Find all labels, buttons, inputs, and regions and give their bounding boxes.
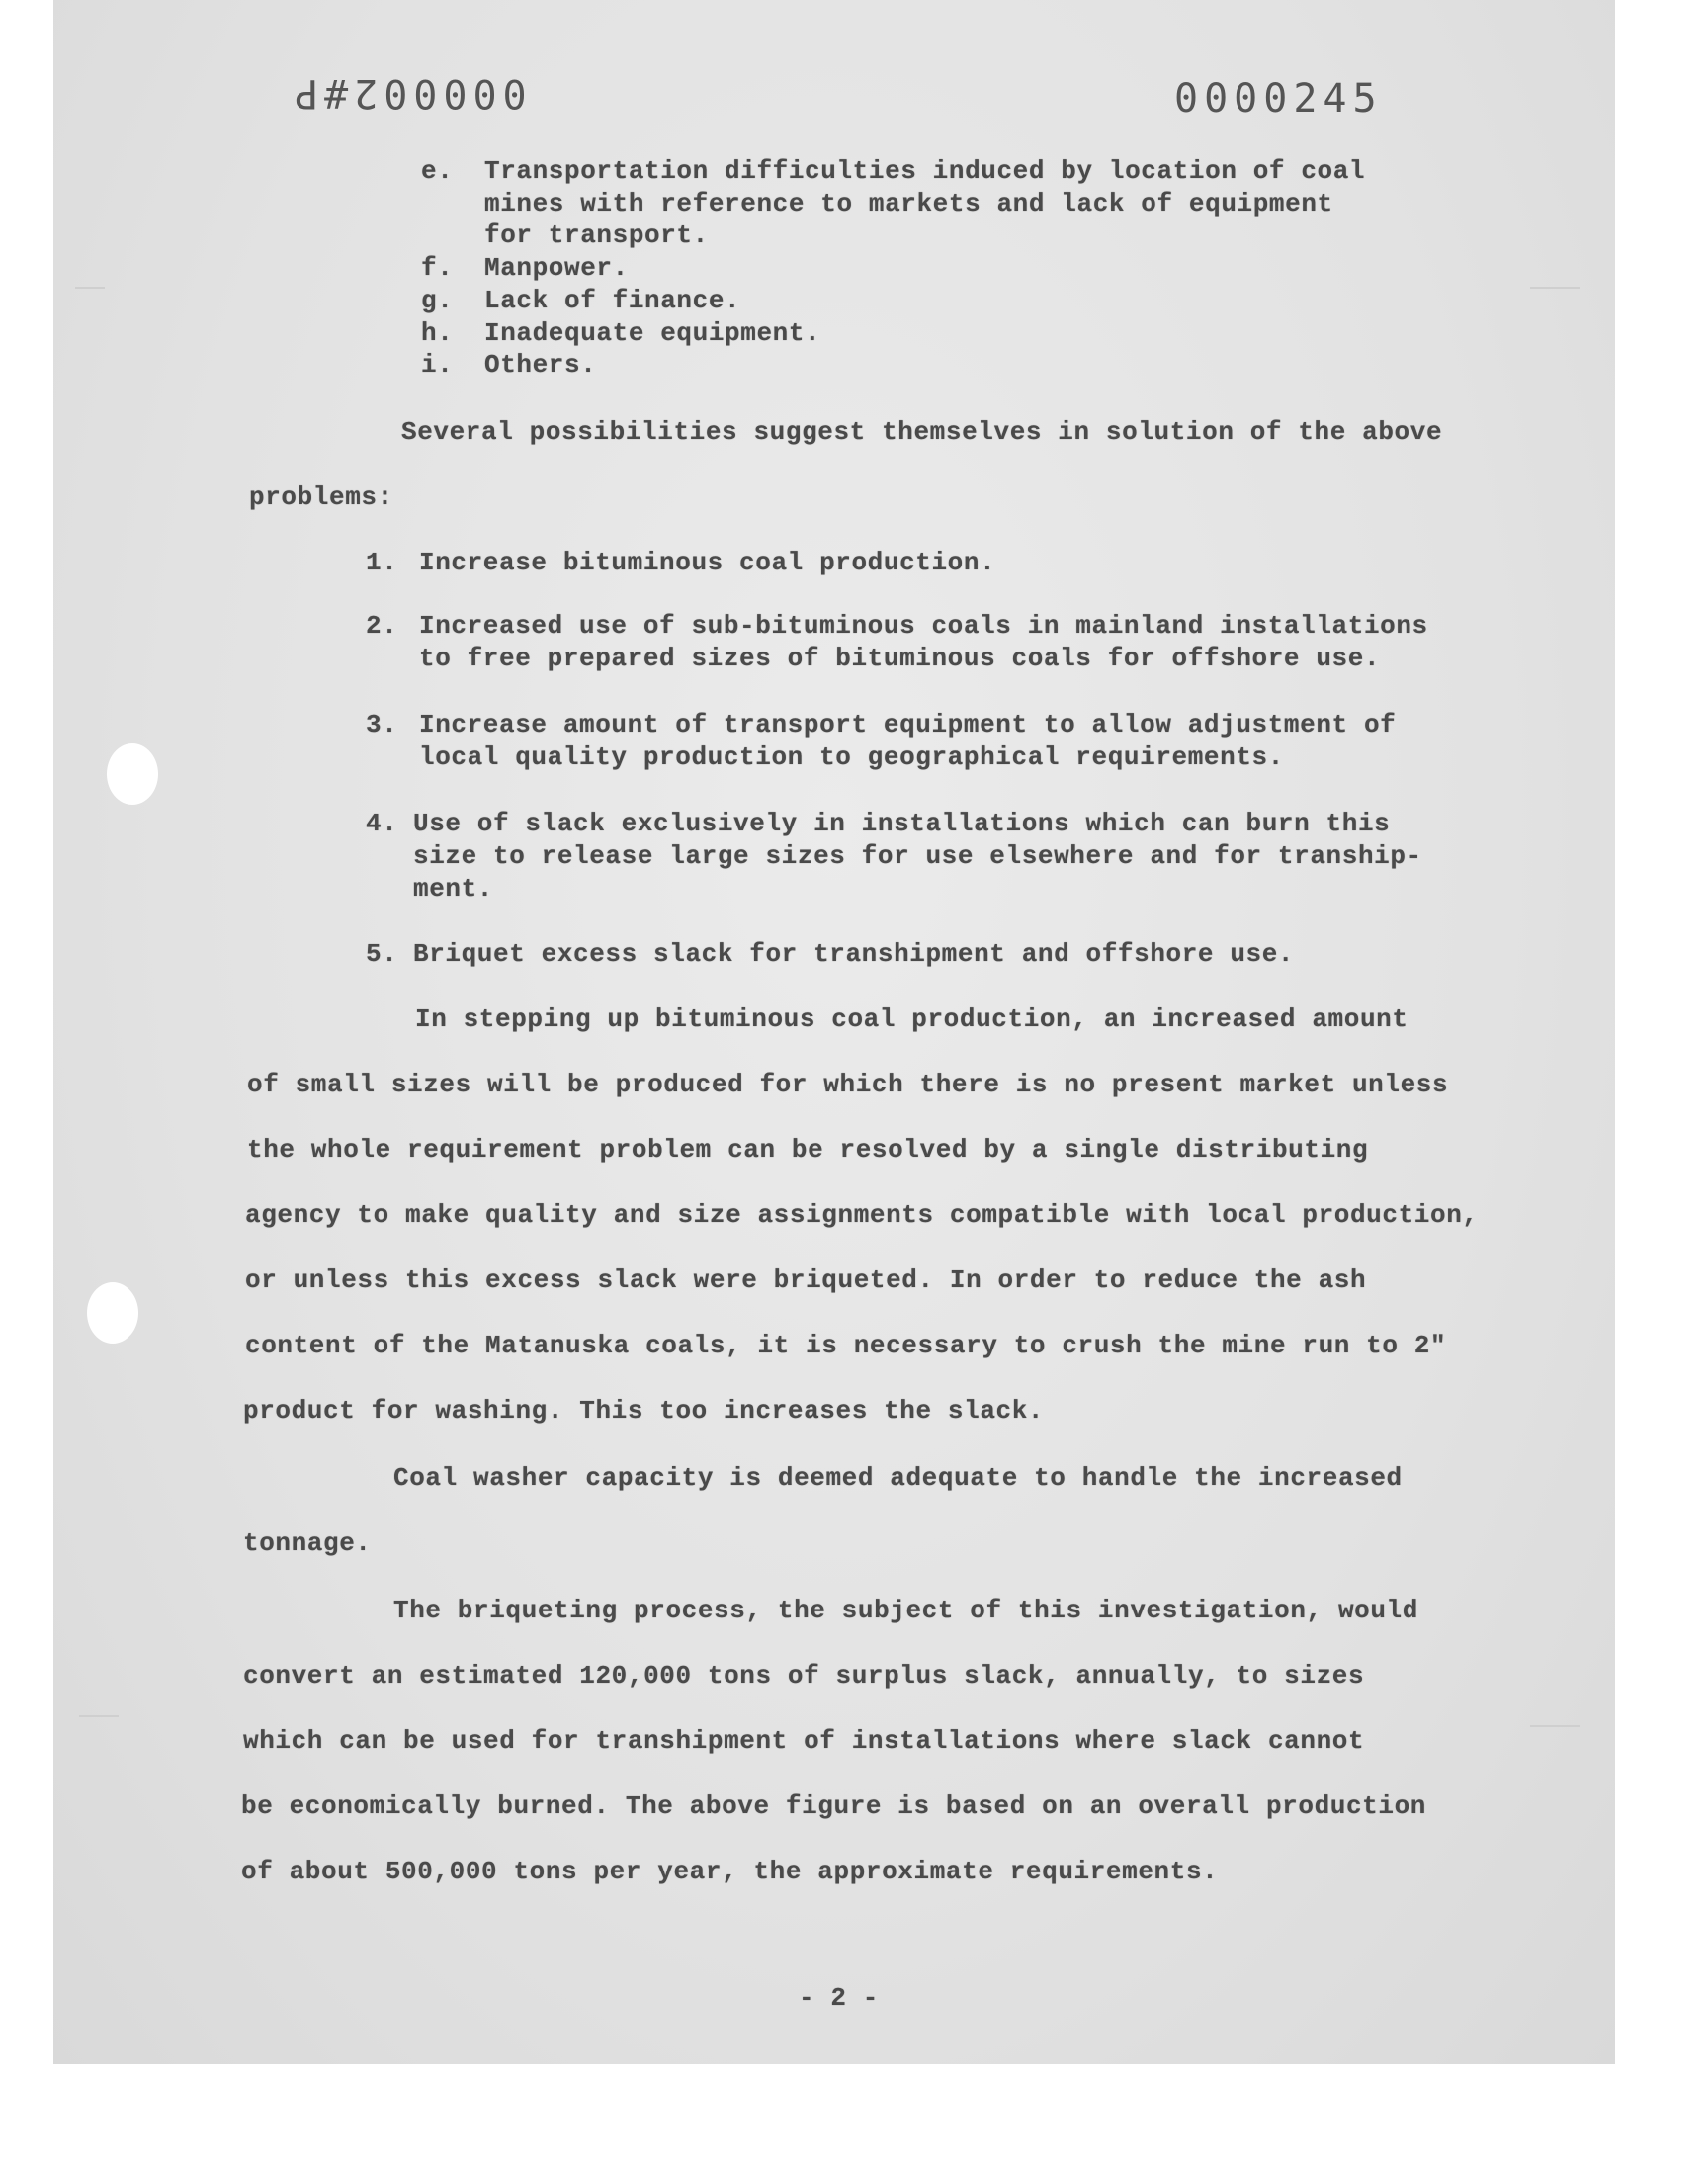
paragraph-line: In stepping up bituminous coal production, an increased amount [415,1004,1409,1034]
list-a-text: Transportation difficulties induced by location of coal [484,156,1366,186]
paragraph-line: or unless this excess slack were briqueted. In order to reduce the ash [245,1265,1367,1295]
stamp-left: 000002#P [289,70,527,116]
list-b-label: 2. [366,611,398,641]
list-a-text: Inadequate equipment. [484,318,821,348]
paragraph-line: be economically burned. The above figure is based on an overall production [241,1791,1426,1821]
list-a-text: mines with reference to markets and lack of equipment [484,189,1333,218]
paragraph-line: of small sizes will be produced for which there is no present market unless [247,1070,1449,1099]
intro-line: Several possibilities suggest themselves in solution of the above [401,417,1443,447]
list-b-text: Increase bituminous coal production. [419,548,996,577]
punch-hole [87,1282,138,1344]
list-b-text: Increase amount of transport equipment to allow adjustment of [419,710,1397,740]
paragraph-line: which can be used for transhipment of installations where slack cannot [243,1726,1365,1756]
page-number: - 2 - [799,1983,880,2013]
list-b-text: Briquet excess slack for transhipment and offshore use. [413,939,1295,969]
list-a-text: Lack of finance. [484,286,741,315]
paragraph-line: The briqueting process, the subject of this investigation, would [393,1596,1418,1625]
scan-mark [79,1715,119,1717]
paragraph-line: convert an estimated 120,000 tons of surplus slack, annually, to sizes [243,1661,1365,1691]
intro-line: problems: [249,482,393,512]
list-b-text: ment. [413,874,494,904]
list-b-label: 4. [366,809,398,838]
scan-mark [1530,1725,1580,1727]
list-a-label: i. [421,350,454,380]
list-b-text: Increased use of sub-bituminous coals in mainland installations [419,611,1428,641]
list-a-text: for transport. [484,220,709,250]
list-b-label: 5. [366,939,398,969]
list-b-text: size to release large sizes for use elsewhere and for tranship- [413,841,1422,871]
scan-mark [75,287,105,289]
paragraph-line: tonnage. [243,1528,372,1558]
list-a-label: h. [421,318,454,348]
paragraph-line: content of the Matanuska coals, it is necessary to crush the mine run to 2" [245,1331,1447,1360]
punch-hole [107,743,158,805]
paragraph-line: agency to make quality and size assignments compatible with local production, [245,1200,1479,1230]
list-a-text: Others. [484,350,597,380]
paragraph-line: Coal washer capacity is deemed adequate to handle the increased [393,1463,1403,1493]
list-b-text: Use of slack exclusively in installations which can burn this [413,809,1391,838]
paragraph-line: the whole requirement problem can be resolved by a single distributing [247,1135,1369,1165]
stamp-right: 0000245 [1174,76,1383,122]
list-a-label: e. [421,156,454,186]
list-b-text: local quality production to geographical requirements. [419,742,1284,772]
list-a-label: g. [421,286,454,315]
list-a-text: Manpower. [484,253,629,283]
scan-mark [1530,287,1580,289]
list-b-text: to free prepared sizes of bituminous coals for offshore use. [419,644,1381,673]
list-a-label: f. [421,253,454,283]
paragraph-line: product for washing. This too increases the slack. [243,1396,1045,1426]
paragraph-line: of about 500,000 tons per year, the approximate requirements. [241,1857,1219,1886]
list-b-label: 1. [366,548,398,577]
list-b-label: 3. [366,710,398,740]
